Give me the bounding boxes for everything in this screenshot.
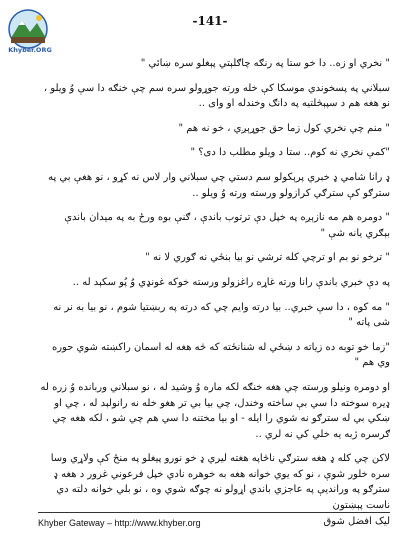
- footer-source-link[interactable]: Khyber Gateway – http://www.khyber.org: [38, 518, 201, 528]
- footer-divider: [38, 512, 390, 513]
- paragraph: " منم چي نخري کول زما حق جوړېږي ، خو نه هم ": [178, 122, 390, 134]
- paragraph: " دومره هم مه نازېږه په خپل دې ترتوب باندې ، ګنې بوه ورځ به په میدان باندې بېګري یانه شې ": [64, 212, 390, 239]
- logo-caption: Khyber.ORG: [8, 46, 52, 54]
- page-body: [38, 56, 390, 523]
- paragraph: " مه کوه ، دا سې خبري.. بيا درته وايم چي که درته په ربښتیا شوم ، نو بیا به نر نه شی پاته ": [53, 301, 390, 329]
- paragraph: لاکن چي کله ډ هغه سترګي ناڅاپه هغته ليري ډ خو نورو پيغلو په منځ کې ولاړي وسا سره خلور شوې ، نو که يوي خوانه هغه به خوهره نادي خپل فرعوني غرور د هغه ډ سترګو په ورانديې په عاجزي باندي اړولو نه چوګه شوي وه ، نو بلي خوانه دلته دي ناست پېښتون: [50, 453, 390, 512]
- paragraph: په دې خبري باندې رانا ورته غاړه راغزولو ورسته خوکه غونډي وُ پُو سکېد له ..: [72, 276, 390, 288]
- footer-author: ليک افضل شوق: [323, 516, 390, 527]
- paragraph: ډ رانا شامي ډ خبري پرېکولو سم دستي چي سبلاني وار لاس نه کړو ، نو هغې بي په سترګو کې سترګي کرازولو ورسته ورته وُ ویلو ..: [48, 171, 390, 199]
- paragraph: " نخري او زه.. دا خو ستا په رنګه چاګلېتي پېغلو سره ښائي ": [140, 58, 390, 69]
- paragraph: او دومره ونيلو ورسته چي هغه خنګه لکه ماره وُ وشيد له ، نو سبلاني وربانده وُ زره له ډيره سوخته دا سي بې ساخته وخندل، چي بيا بي تر هغو خله نه رانولېد له ، چي او ښکي بي له سترګو نه شوي را ايله - او بيا مختنه دا سي هم چي شو ، لکه هغه چي ګرسره ژبه يه خلي کي نه لري ..: [40, 381, 390, 440]
- paragraph: سبلاني په پسخوندي موسکا کې خله ورته جوړولو سره سم چې خنګه دا سې وُ ویلو ، نو هغه هم د سپېڅلتیه په دانګ وخندله او وای ..: [43, 82, 390, 110]
- paragraph: "زما خو توبه ده زیاته د ښځي له شنانځته که څه هغه له اسمان راکښته شوي حوره وي هم ": [51, 341, 390, 369]
- page-number: -141-: [192, 14, 228, 28]
- paragraph: "کمې نخري نه کوم.. ستا د ویلو مطلب دا دی؟ ": [190, 147, 390, 159]
- paragraph: " ترخو نو بم او ترچي کله ترشي نو بيا بنځي نه ګوري لا نه ": [145, 252, 390, 264]
